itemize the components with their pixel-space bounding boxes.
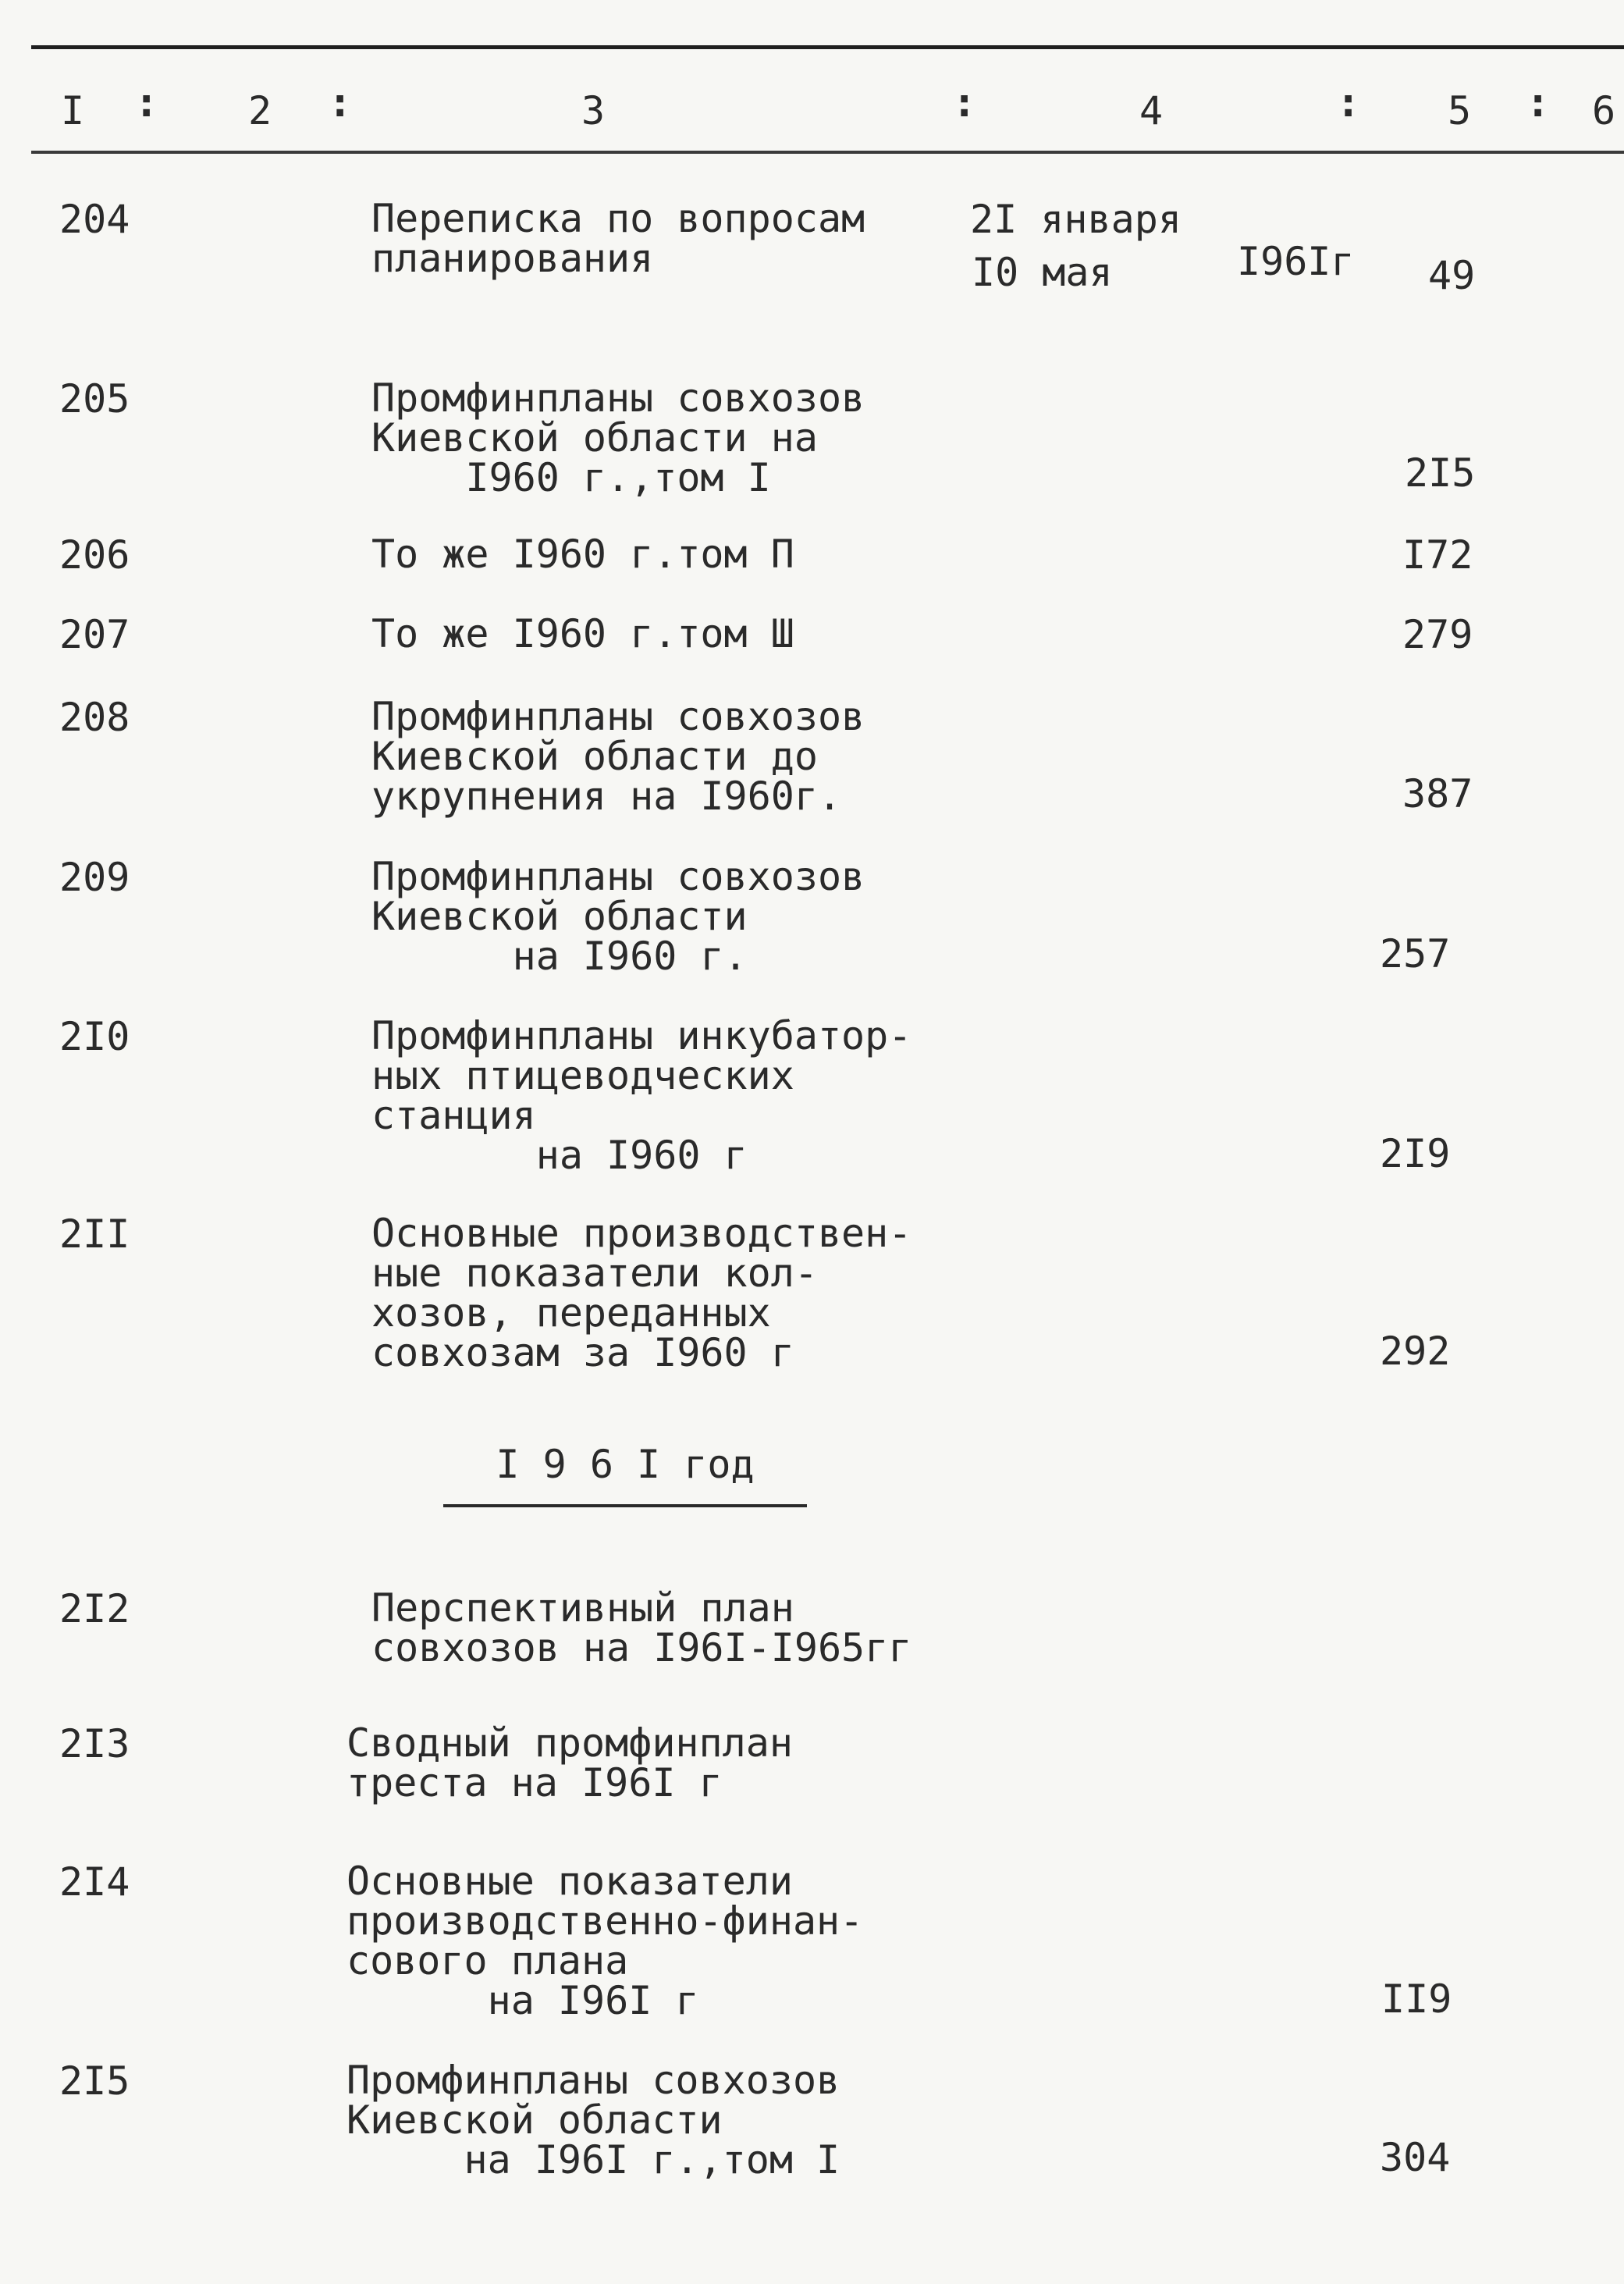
item-title: То же I960 г.том П bbox=[371, 532, 794, 577]
item-number: 208 bbox=[59, 695, 130, 740]
item-title: Основные производствен- ные показатели кол- хозов, переданных совхозам за I960 г bbox=[371, 1211, 912, 1375]
sheet-count: II9 bbox=[1381, 1976, 1452, 2022]
column-header-4: 4 bbox=[1139, 88, 1164, 133]
sheet-count: 304 bbox=[1380, 2135, 1451, 2180]
item-title: Промфинпланы совхозов Киевской области на I960 г. bbox=[371, 854, 865, 979]
item-number: 204 bbox=[59, 197, 130, 242]
column-separator: : bbox=[1336, 80, 1361, 126]
item-number: 2I4 bbox=[59, 1859, 130, 1905]
sheet-count: I72 bbox=[1402, 532, 1473, 578]
item-number: 2II bbox=[59, 1211, 130, 1257]
column-header-3: 3 bbox=[581, 88, 606, 133]
column-separator: : bbox=[328, 80, 353, 126]
item-title: Переписка по вопросам планирования bbox=[371, 196, 865, 281]
sheet-count: 292 bbox=[1380, 1329, 1451, 1374]
item-title: Основные показатели производственно-финан- сового плана на I96I г bbox=[346, 1859, 864, 2023]
item-number: 206 bbox=[59, 532, 130, 578]
item-title: Сводный промфинплан треста на I96I г bbox=[346, 1720, 793, 1805]
item-title: Промфинпланы совхозов Киевской области до укрупнения на I960г. bbox=[371, 694, 865, 819]
item-number: 207 bbox=[59, 612, 130, 657]
date-start: 2I января bbox=[970, 197, 1182, 242]
column-header-6: 6 bbox=[1592, 88, 1616, 133]
item-title: Промфинпланы совхозов Киевской области на I960 г.,том I bbox=[371, 375, 865, 500]
item-number: 205 bbox=[59, 376, 130, 422]
column-header-1: I bbox=[61, 88, 85, 133]
item-title: Промфинпланы инкубатор- ных птицеводческих станция на I960 г bbox=[371, 1013, 912, 1178]
item-title: То же I960 г.том Ш bbox=[371, 611, 794, 656]
sheet-count: 2I5 bbox=[1405, 450, 1476, 496]
sheet-count: 387 bbox=[1402, 771, 1473, 816]
column-separator: : bbox=[134, 80, 159, 126]
item-title: Промфинпланы совхозов Киевской области на I96I г.,том I bbox=[346, 2058, 840, 2183]
sheet-count: 279 bbox=[1402, 612, 1473, 657]
item-number: 2I5 bbox=[59, 2058, 130, 2104]
section-heading: I 9 6 I год bbox=[496, 1442, 755, 1487]
top-rule bbox=[31, 45, 1624, 49]
item-number: 209 bbox=[59, 855, 130, 900]
sheet-count: 2I9 bbox=[1380, 1131, 1451, 1176]
header-rule bbox=[31, 151, 1624, 154]
item-number: 2I0 bbox=[59, 1014, 130, 1059]
item-number: 2I3 bbox=[59, 1721, 130, 1766]
section-underline bbox=[443, 1504, 807, 1507]
sheet-count: 257 bbox=[1380, 931, 1451, 977]
item-title: Перспективный план совхозов на I96I-I965гг bbox=[371, 1585, 912, 1670]
column-header-5: 5 bbox=[1448, 88, 1472, 133]
sheet-count: 49 bbox=[1428, 253, 1476, 298]
column-separator: : bbox=[1526, 80, 1551, 126]
item-number: 2I2 bbox=[59, 1586, 130, 1631]
column-header-2: 2 bbox=[248, 88, 272, 133]
column-separator: : bbox=[952, 80, 977, 126]
date-end: I0 мая bbox=[972, 250, 1113, 295]
date-year: I96Iг bbox=[1237, 239, 1355, 284]
